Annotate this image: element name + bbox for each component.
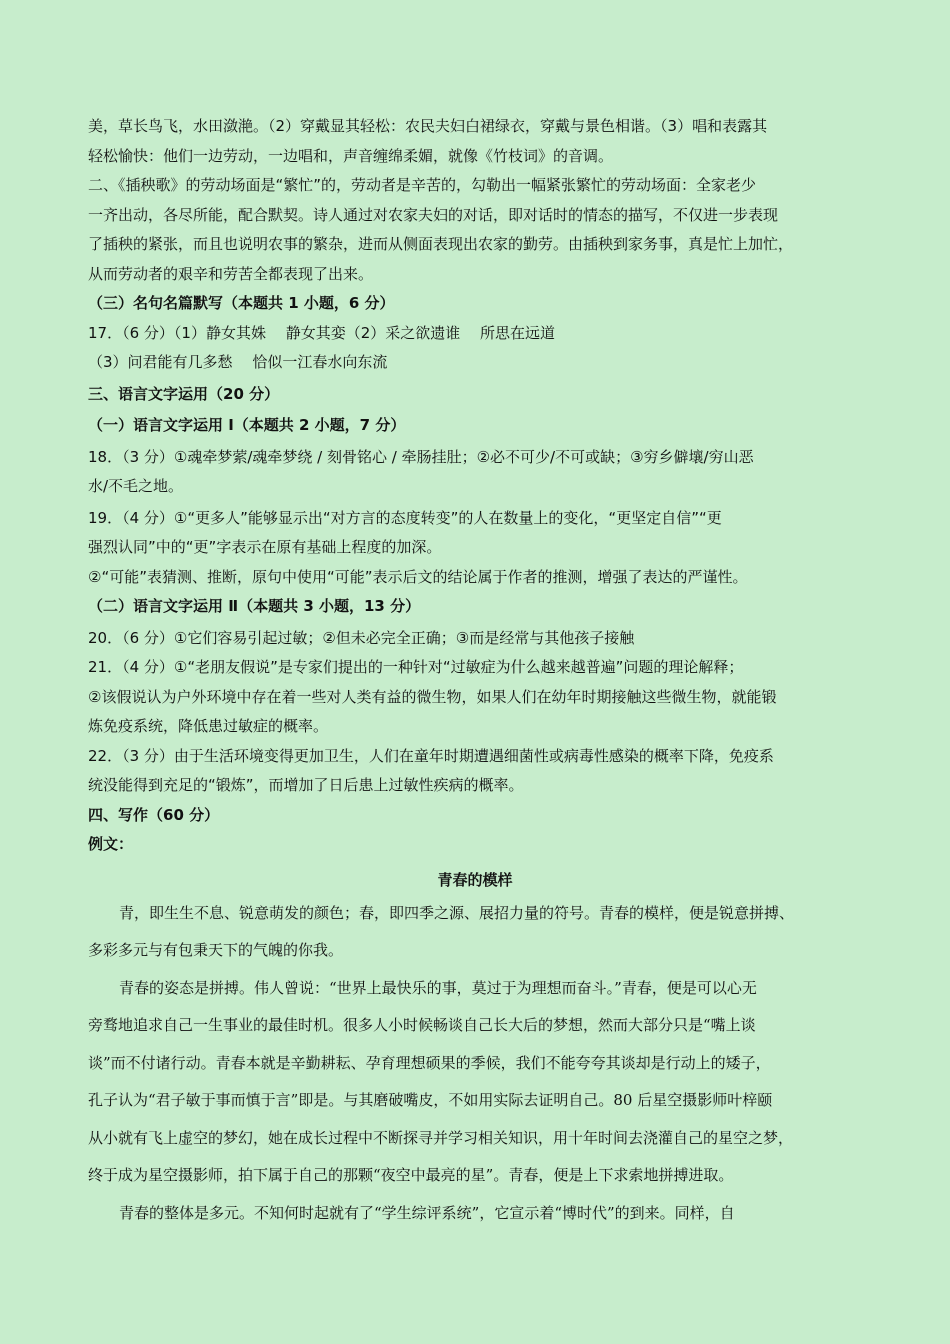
- essay-line: 青春的整体是多元。不知何时起就有了“学生综评系统”，它宣示着“博时代”的到来。同样，自: [119, 1203, 735, 1222]
- text-line: 一齐出动，各尽所能，配合默契。诗人通过对农家夫妇的对话，即对话时的情态的描写，不仅进一步表现: [88, 205, 779, 224]
- section-heading: （三）名句名篇默写（本题共 1 小题，6 分）: [88, 294, 395, 312]
- answer-21-cont: 炼免疫系统，降低患过敏症的概率。: [88, 717, 329, 735]
- answer-21-cont: ②该假说认为户外环境中存在着一些对人类有益的微生物，如果人们在幼年时期接触这些微生物，就能锻: [88, 687, 777, 706]
- answer-21: 21．（4 分）①“老朋友假说”是专家们提出的一种针对“过敏症为什么越来越普遍”问题的理论解释；: [88, 658, 744, 676]
- text-line: 美，草长鸟飞，水田潋滟。（2）穿戴显其轻松：农民夫妇白裙绿衣，穿戴与景色相谐。（3）唱和表露其: [88, 117, 768, 135]
- text-line: 从而劳动者的艰辛和劳苦全都表现了出来。: [88, 264, 374, 283]
- text-line: 轻松愉快：他们一边劳动，一边唱和，声音缠绵柔媚，就像《竹枝词》的音调。: [88, 146, 614, 165]
- essay-line: 青，即生生不息、锐意萌发的颜色；春，即四季之源、展招力量的符号。青春的模样，便是锐意拼搏、: [119, 903, 795, 922]
- essay-line: 从小就有飞上虚空的梦幻，她在成长过程中不断探寻并学习相关知识，用十年时间去浇灌自己的星空之梦，: [88, 1128, 794, 1147]
- answer-17: 17．（6 分）（1）静女其姝 静女其娈（2）采之欲遗谁 所思在远道: [88, 323, 556, 342]
- answer-19: 19．（4 分）①“更多人”能够显示出“对方言的态度转变”的人在数量上的变化，“更坚定自信”“更: [88, 508, 722, 527]
- text-line: 二、《插秧歌》的劳动场面是“繁忙”的，劳动者是辛苦的，勾勒出一幅紧张繁忙的劳动场面：全家老少: [88, 176, 757, 194]
- section-heading: （一）语言文字运用 Ⅰ（本题共 2 小题，7 分）: [88, 416, 406, 434]
- answer-20: 20．（6 分）①它们容易引起过敏；②但未必完全正确；③而是经常与其他孩子接触: [88, 628, 635, 647]
- text-line: 了插秧的紧张，而且也说明农事的繁杂，进而从侧面表现出农家的勤劳。由插秧到家务事，真是忙上加忙，: [88, 235, 794, 253]
- answer-18: 18．（3 分）①魂牵梦萦/魂牵梦绕 / 刻骨铭心 / 牵肠挂肚；②必不可少/不可或缺；③穷乡僻壤/穷山恶: [88, 447, 754, 466]
- essay-title: 青春的模样: [437, 870, 513, 889]
- essay-line: 终于成为星空摄影师，拍下属于自己的那颗“夜空中最亮的星”。青春，便是上下求索地拼搏进取。: [88, 1166, 734, 1184]
- answer-22: 22．（3 分）由于生活环境变得更加卫生，人们在童年时期遭遇细菌性或病毒性感染的概率下降，免疫系: [88, 746, 774, 765]
- essay-line: 青春的姿态是拼搏。伟人曾说：“世界上最快乐的事，莫过于为理想而奋斗。”青春，便是可以心无: [119, 978, 757, 997]
- answer-17-cont: （3）问君能有几多愁 恰似一江春水向东流: [88, 353, 388, 371]
- essay-line: 旁骛地追求自己一生事业的最佳时机。很多人小时候畅谈自己长大后的梦想，然而大部分只是“嘴上谈: [88, 1016, 756, 1034]
- essay-body: [88, 895, 862, 1233]
- example-label: 例文：: [88, 835, 134, 853]
- answer-19-cont: ②“可能”表猜测、推断，原句中使用“可能”表示后文的结论属于作者的推测，增强了表达的严谨性。: [88, 567, 748, 586]
- part-heading: 四、写作（60 分）: [88, 805, 220, 824]
- essay-line: 孔子认为“君子敏于事而慎于言”即是。与其磨破嘴皮，不如用实际去证明自己。80 后星空摄影师叶梓颐: [88, 1091, 773, 1109]
- answer-22-cont: 统没能得到充足的“锻炼”，而增加了日后患上过敏性疾病的概率。: [88, 776, 524, 794]
- part-heading: 三、语言文字运用（20 分）: [88, 384, 280, 403]
- answer-intro: [88, 112, 862, 289]
- answer-19-cont: 强烈认同”中的“更”字表示在原有基础上程度的加深。: [88, 538, 442, 556]
- essay-line: 多彩多元与有包秉天下的气魄的你我。: [88, 941, 344, 959]
- section-heading: （二）语言文字运用 Ⅱ（本题共 3 小题，13 分）: [88, 597, 421, 615]
- answer-18-cont: 水/不毛之地。: [88, 477, 184, 495]
- essay-line: 谈”而不付诸行动。青春本就是辛勤耕耘、孕育理想硕果的季候，我们不能夸夸其谈却是行动上的矮子，: [88, 1053, 771, 1072]
